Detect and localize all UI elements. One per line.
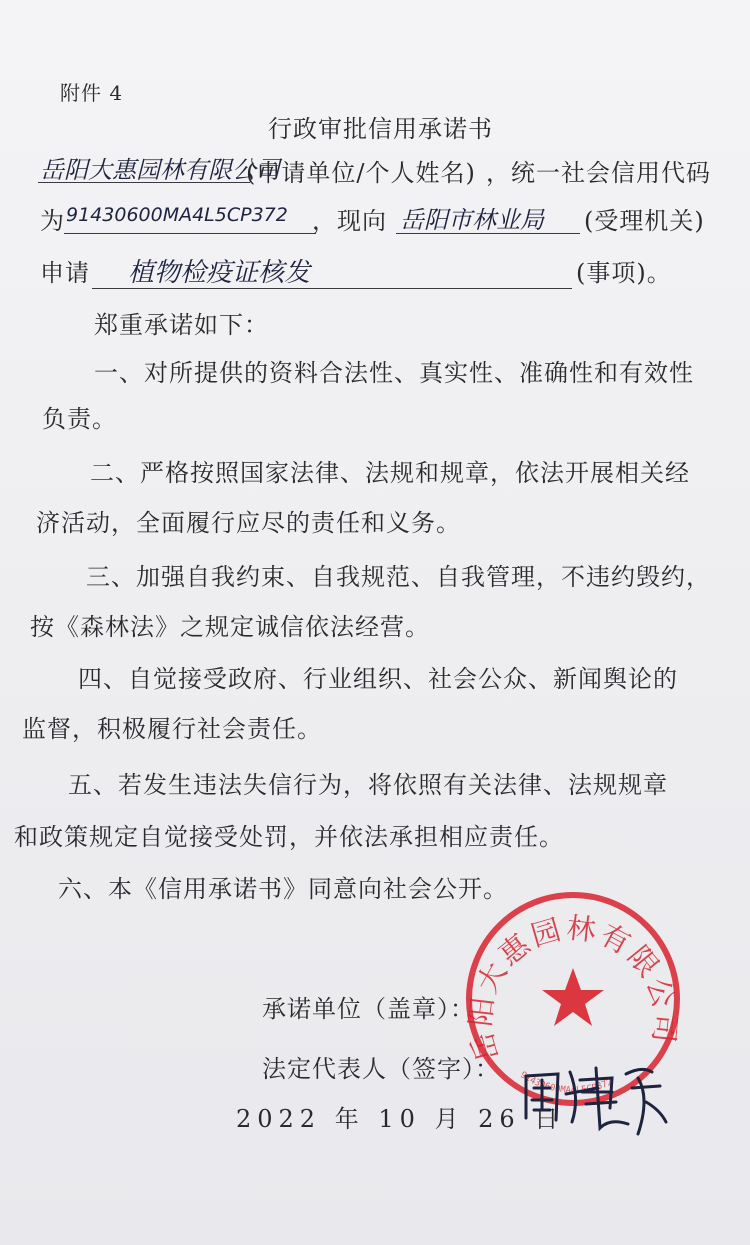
promise-2-line-1: 二、严格按照国家法律、法规和规章，依法开展相关经 — [90, 459, 690, 487]
applicant-name-handwritten: 岳阳大惠园林有限公司 — [40, 156, 280, 184]
applicant-underline — [38, 182, 250, 183]
promise-6: 六、本《信用承诺书》同意向社会公开。 — [58, 875, 508, 903]
signature — [520, 1058, 670, 1138]
now-to-label: ，现向 — [312, 207, 387, 235]
promise-1-line-1: 一、对所提供的资料合法性、真实性、准确性和有效性 — [94, 359, 694, 387]
promise-5-line-2: 和政策规定自觉接受处罚，并依法承担相应责任。 — [14, 823, 564, 851]
matter-label: (事项)。 — [576, 259, 672, 287]
attachment-label: 附件 4 — [60, 81, 124, 105]
sign-date: 2022 年 10 月 26 日 — [236, 1105, 565, 1133]
authority-underline — [396, 233, 580, 234]
seal-text: 岳阳大惠园林有限公司 — [462, 910, 684, 1067]
apply-prefix: 申请 — [40, 259, 90, 287]
credit-code-handwritten: 91430600MA4L5CP372 — [66, 204, 288, 226]
seal-star-icon — [542, 968, 604, 1026]
unit-seal-label: 承诺单位（盖章）： — [262, 995, 475, 1023]
promise-5-line-1: 五、若发生违法失信行为，将依照有关法律、法规规章 — [68, 771, 668, 799]
promise-3-line-2: 按《森林法》之规定诚信依法经营。 — [30, 613, 430, 641]
promise-2-line-2: 济活动，全面履行应尽的责任和义务。 — [36, 509, 461, 537]
promise-4-line-2: 监督，积极履行社会责任。 — [22, 715, 322, 743]
promise-3-line-1: 三、加强自我约束、自我规范、自我管理，不违约毁约， — [86, 563, 711, 591]
seal-code: 91430600MA4L5CP372 — [518, 1070, 615, 1096]
credit-code-underline — [64, 233, 316, 234]
solemn-promise: 郑重承诺如下： — [94, 311, 269, 339]
promise-1-line-2: 负责。 — [42, 405, 117, 433]
matter-handwritten: 植物检疫证核发 — [128, 258, 311, 288]
applicant-label: (申请单位/个人姓名) — [246, 159, 476, 187]
legal-representative-label: 法定代表人（签字）： — [262, 1055, 500, 1083]
authority-handwritten: 岳阳市林业局 — [400, 206, 544, 234]
for-prefix: 为 — [40, 207, 65, 235]
document-title: 行政审批信用承诺书 — [268, 115, 493, 143]
matter-underline — [92, 288, 572, 289]
credit-code-label: ，统一社会信用代码 — [486, 159, 711, 187]
authority-label: (受理机关) — [584, 207, 705, 235]
promise-4-line-1: 四、自觉接受政府、行业组织、社会公众、新闻舆论的 — [78, 665, 678, 693]
